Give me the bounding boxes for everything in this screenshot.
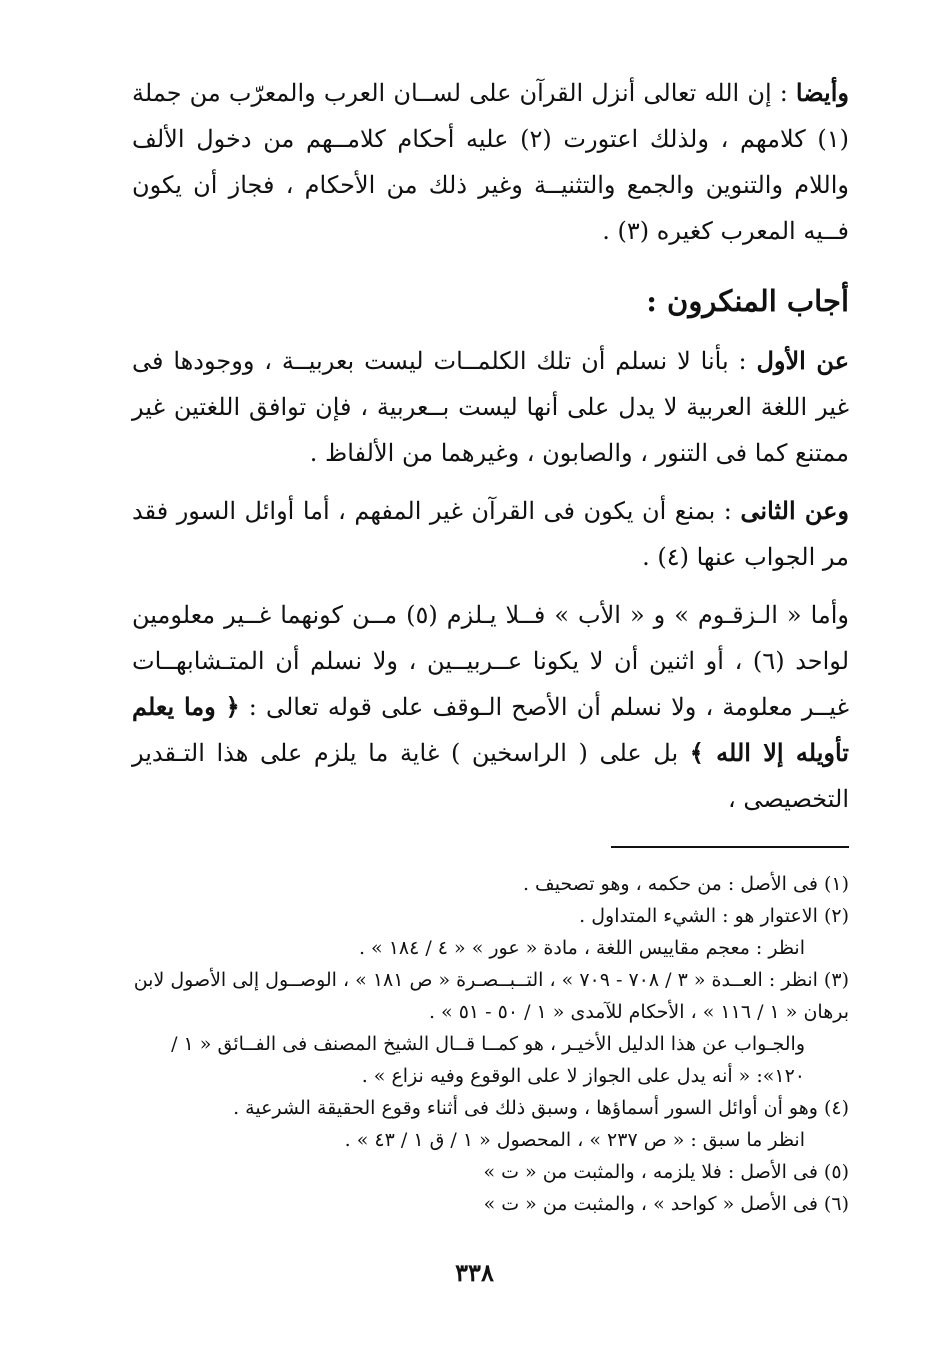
footnote	[132, 868, 849, 900]
footnote-continuation: والجـواب عن هذا الدليل الأخيـر ، هو كمــا قــال الشيخ المصنف فى الفــائق « ١ / ١٢٠»: « أنه يدل على الجواز لا على الوقوع وفيه نزاع » .	[171, 1033, 805, 1087]
footnote-text: (٥) فى الأصل : فلا يلزمه ، والمثبت من « ت »	[483, 1161, 849, 1183]
footnote-text: (٢) الاعتوار هو : الشيء المتداول .	[579, 905, 849, 927]
paragraph-lead: عن الأول	[756, 346, 850, 375]
footnote-text: (١) فى الأصل : من حكمه ، وهو تصحيف .	[522, 873, 849, 895]
footnote	[132, 1156, 849, 1188]
footnote	[132, 1092, 849, 1156]
footnote	[132, 900, 849, 964]
paragraph-text: : بأنا لا نسلم أن تلك الكلمــات ليست بعربيــة ، ووجودها فى غير اللغة العربية لا يدل على أنها ليست بــعربية ، فإن توافق اللغتين غير ممتنع كما فى التنور ، والصابون ، وغيرهما من الألفاظ .	[132, 347, 849, 467]
main-text	[132, 70, 849, 822]
paragraph-lead: وأيضا	[795, 78, 849, 107]
footnote-continuation: انظر ما سبق : « ص ٢٣٧ » ، المحصول « ١ / ق ١ / ٤٣ » .	[344, 1129, 805, 1151]
paragraph-2	[132, 338, 849, 476]
paragraph-3	[132, 488, 849, 580]
paragraph-1	[132, 70, 849, 254]
footnote	[132, 964, 849, 1092]
paragraph-text: بل على ( الراسخين ) غاية ما يلزم على هذا التـقدير التخصيصى ،	[132, 739, 849, 813]
paragraph-text: : بمنع أن يكون فى القرآن غير المفهم ، أما أوائل السور فقد مر الجواب عنها (٤) .	[132, 497, 849, 571]
footnote-text: (٦) فى الأصل « كواحد » ، والمثبت من « ت »	[483, 1193, 849, 1215]
footnote	[132, 1188, 849, 1220]
footnote-continuation: انظر : معجم مقاييس اللغة ، مادة « عور » « ٤ / ١٨٤ » .	[358, 937, 805, 959]
footnote-text: (٣) انظر : العــدة « ٣ / ٧٠٨ - ٧٠٩ » ، التــبــصـرة « ص ١٨١ » ، الوصــول إلى الأصول لابن برهان « ١ / ١١٦ » ، الأحكام للآمدى « ١ / ٥٠ - ٥١ » .	[133, 969, 849, 1023]
paragraph-text: : إن الله تعالى أنزل القرآن على لســان العرب والمعرّب من جملة (١) كلامهم ، ولذلك اعتورت (٢) عليه أحكام كلامــهم من دخول الألف واللام والتنوين والجمع والتثنيــة وغير ذلك من الأحكام ، فجاز أن يكون فــيه المعرب كغيره (٣) .	[132, 79, 850, 245]
footnotes	[132, 868, 849, 1220]
paragraph-lead: وعن الثانى	[740, 496, 850, 525]
quran-verse: ﴿ وما يعلم تأويله إلا الله ﴾	[132, 692, 849, 767]
paragraph-text: وأما « الـزقـوم » و « الأب » فــلا يـلزم (٥) مــن كونهما غــير معلومين لواحد (٦) ، أو اثنين أن لا يكونا عــربيــين ، ولا نسلم أن المتـشابهــات غيــر معلومة ، ولا نسلم أن الأصح الـوقف على قوله تعالى :	[132, 601, 850, 721]
page-number: ٣٣٨	[455, 1258, 494, 1287]
section-heading: أجاب المنكرون :	[646, 284, 849, 318]
footnote-separator	[611, 846, 849, 848]
paragraph-4	[132, 592, 849, 822]
footnote-text: (٤) وهو أن أوائل السور أسماؤها ، وسبق ذلك فى أثناء وقوع الحقيقة الشرعية .	[233, 1097, 849, 1119]
